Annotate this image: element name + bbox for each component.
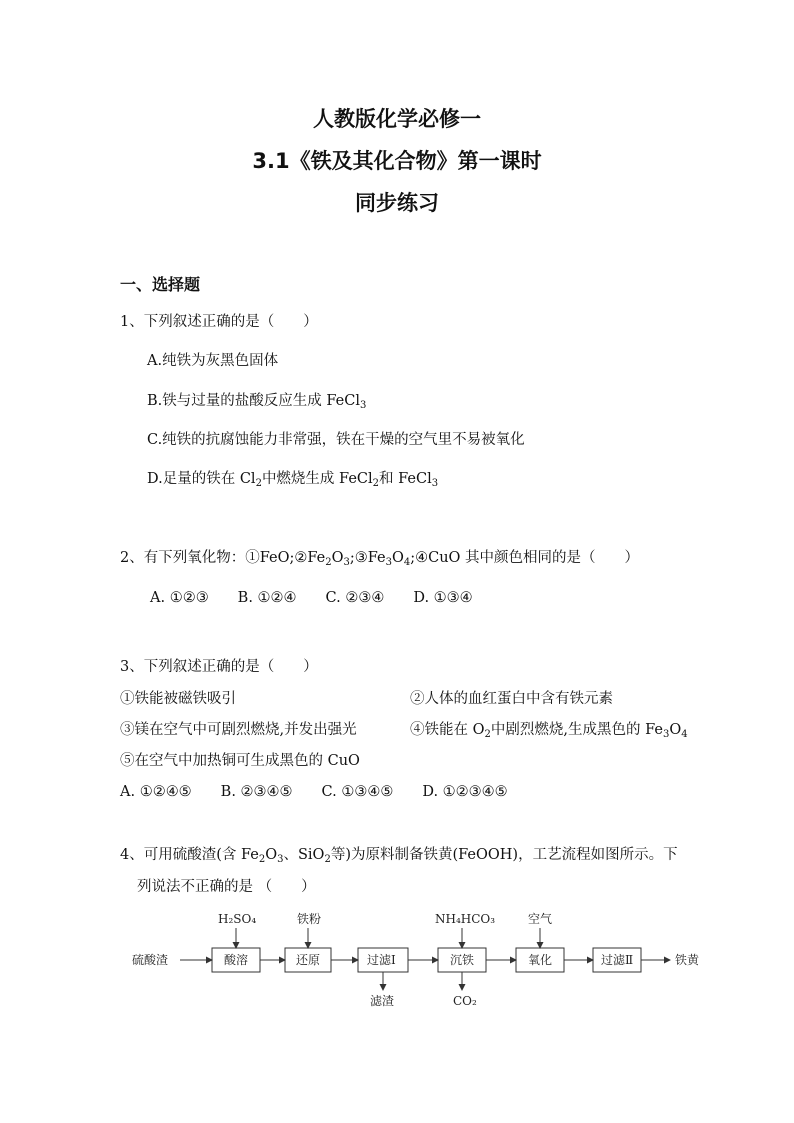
q3-item-3: ③镁在空气中可剧烈燃烧,并发出强光 — [120, 722, 357, 738]
flow-step-2: 还原 — [296, 953, 321, 967]
flow-step-4: 沉铁 — [450, 953, 475, 967]
flow-input-2: 铁粉 — [297, 912, 322, 926]
flow-step-3: 过滤Ⅰ — [367, 953, 396, 967]
process-flowchart — [130, 910, 720, 1010]
flow-end: 铁黄 — [675, 953, 700, 967]
doc-subtitle-2: 同步练习 — [355, 191, 439, 215]
q3-stem: 3、下列叙述正确的是（ ） — [120, 659, 318, 675]
q3-item-1: ①铁能被磁铁吸引 — [120, 691, 236, 707]
flow-input-3: NH₄HCO₃ — [435, 912, 496, 926]
flow-start: 硫酸渣 — [132, 953, 169, 967]
q3-item-4: ④铁能在 $O_2$中剧烈燃烧,生成黑色的 $Fe_3O_4$ — [410, 722, 688, 740]
q2-stem: 2、有下列氧化物：$①FeO;②Fe_2O_3;③Fe_3O_4;④CuO$ 其中颜色相同的是（ ） — [120, 550, 640, 568]
flow-input-4: 空气 — [528, 912, 553, 926]
q1-option-a: A.纯铁为灰黑色固体 — [147, 353, 279, 369]
q3-item-2: ②人体的血红蛋白中含有铁元素 — [410, 691, 613, 707]
q1-option-b: B.铁与过量的盐酸反应生成 FeCl$_3$ — [147, 393, 367, 411]
q1-option-c: C.纯铁的抗腐蚀能力非常强，铁在干燥的空气里不易被氧化 — [147, 432, 525, 448]
q3-item-5: ⑤在空气中加热铜可生成黑色的 CuO — [120, 753, 360, 769]
q1-stem: 1、下列叙述正确的是（ ） — [120, 314, 318, 330]
flow-output-1: 滤渣 — [370, 994, 395, 1008]
q4-stem-line2: 列说法不正确的是 （ ） — [137, 879, 316, 895]
section-heading: 一、选择题 — [120, 275, 201, 294]
doc-subtitle: 3.1《铁及其化合物》第一课时 — [252, 149, 542, 173]
doc-title: 人教版化学必修一 — [313, 107, 481, 131]
q1-option-d: D.足量的铁在 $Cl_2$中燃烧生成 FeCl$_2$和 FeCl$_3$ — [147, 471, 439, 489]
q4-stem: 4、可用硫酸渣(含 $Fe_2O_3$、SiO$_2$等)为原料制备铁黄(FeOOH)，工艺流程如图所示。下 — [120, 847, 678, 865]
flow-step-6: 过滤Ⅱ — [601, 953, 634, 967]
flow-step-5: 氧化 — [528, 953, 553, 967]
flow-step-1: 酸溶 — [224, 953, 249, 967]
q2-options: A. ①②③ B. ①②④ C. ②③④ D. ①③④ — [150, 590, 473, 606]
q3-options: A. ①②④⑤ B. ②③④⑤ C. ①③④⑤ D. ①②③④⑤ — [120, 784, 508, 800]
flow-output-2: CO₂ — [453, 994, 477, 1008]
flow-input-1: H₂SO₄ — [218, 912, 257, 926]
